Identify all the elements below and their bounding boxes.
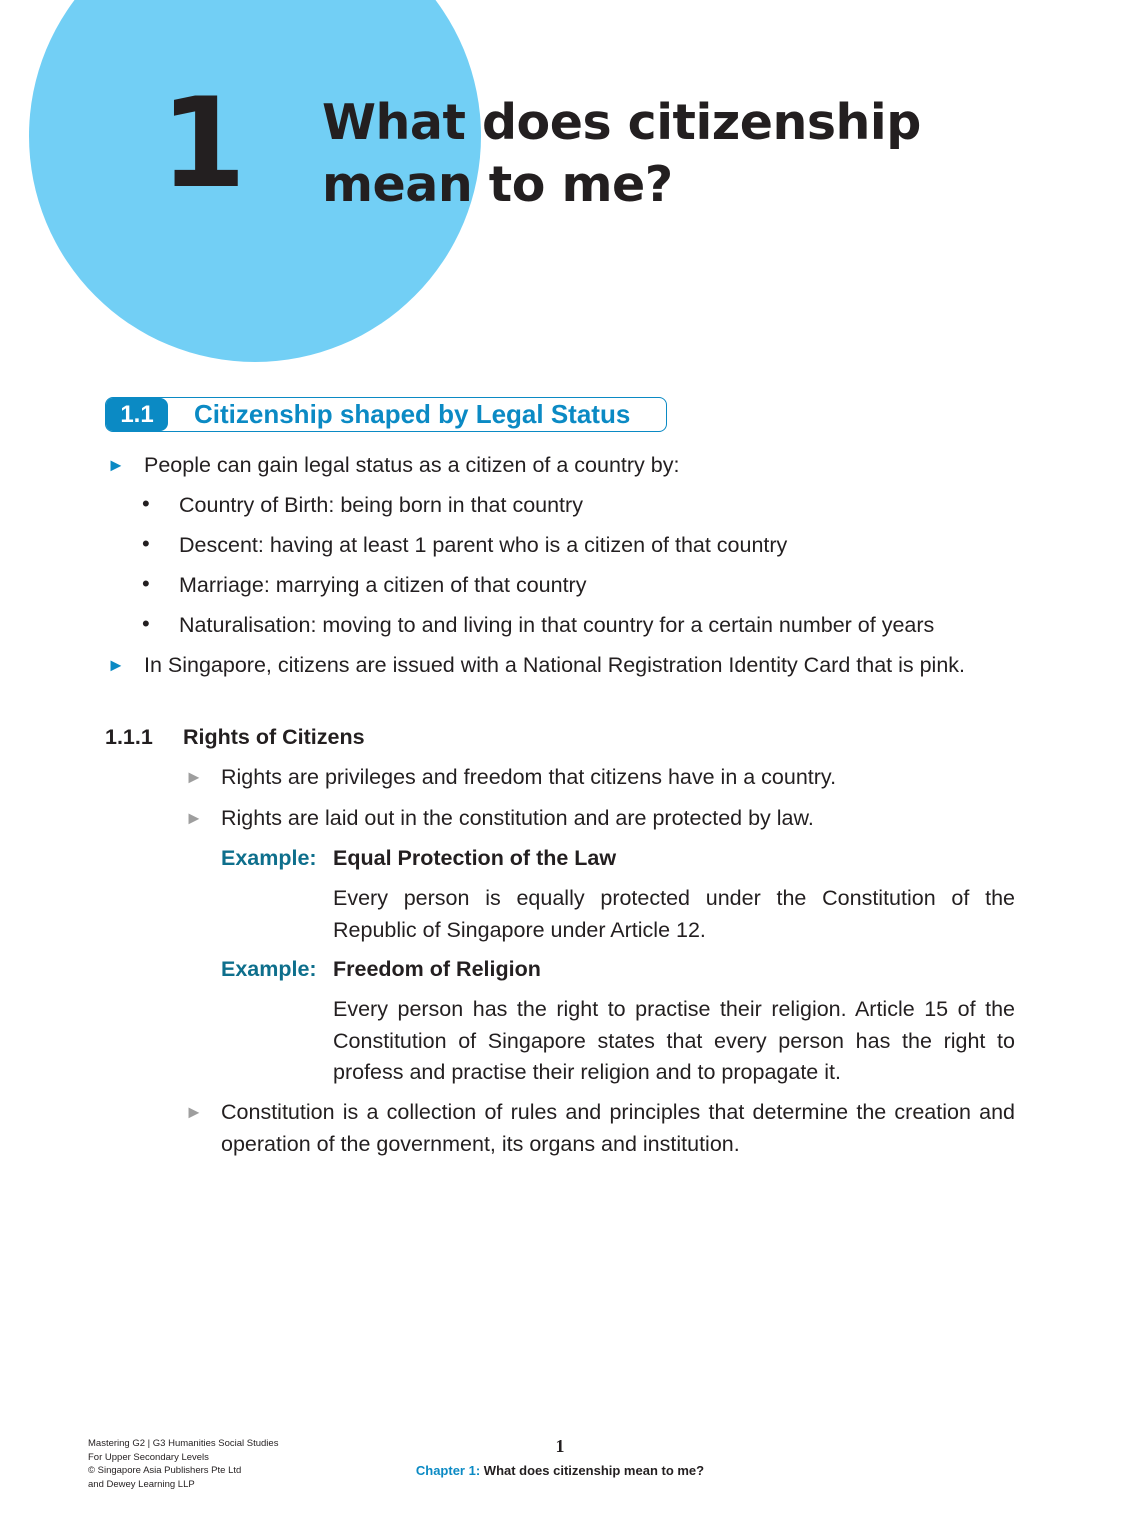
footer-chapter-label: Chapter 1: <box>415 1463 481 1478</box>
dot-bullet-icon: • <box>142 611 150 636</box>
dot-bullet-icon: • <box>142 531 150 556</box>
subsection-number: 1.1.1 <box>105 725 153 749</box>
book-level: For Upper Secondary Levels <box>88 1451 209 1463</box>
arrow-bullet-icon: ► <box>185 1102 203 1122</box>
arrow-bullet-icon: ► <box>107 655 125 675</box>
section-bullet: People can gain legal status as a citizen of a country by: <box>144 453 680 477</box>
example-text: Every person is equally protected under the Constitution of the Republic of Singapore under Article 12. <box>333 886 1015 942</box>
chapter-title-line-2: mean to me? <box>322 156 673 213</box>
page-number: 1 <box>555 1436 565 1456</box>
rights-point: Constitution is a collection of rules and principles that determine the creation and operation of the government, its organs and institution. <box>221 1100 1015 1156</box>
arrow-bullet-icon: ► <box>107 455 125 475</box>
subsection-title: Rights of Citizens <box>183 725 365 749</box>
footer-chapter <box>0 1463 1120 1478</box>
dot-bullet-icon: • <box>142 491 150 516</box>
book-title: Mastering G2 | G3 Humanities Social Studies <box>88 1438 279 1449</box>
arrow-bullet-icon: ► <box>185 808 203 828</box>
chapter-title-line-1: What does citizenship <box>322 94 921 151</box>
arrow-bullet-icon: ► <box>185 767 203 787</box>
copyright: © Singapore Asia Publishers Pte Ltd <box>88 1465 242 1476</box>
section-heading <box>105 397 667 432</box>
example-title: Equal Protection of the Law <box>333 846 617 870</box>
list-item: Marriage: marrying a citizen of that country <box>179 573 587 597</box>
chapter-number: 1 <box>160 72 247 216</box>
dot-bullet-icon: • <box>142 571 150 596</box>
list-item: Descent: having at least 1 parent who is a citizen of that country <box>179 533 788 557</box>
section-title: Citizenship shaped by Legal Status <box>194 399 631 429</box>
section-number: 1.1 <box>106 398 168 431</box>
subsection-heading <box>105 722 365 753</box>
example-label: Example: <box>221 846 317 870</box>
example-text: Every person has the right to practise their religion. Article 15 of the Constitution of Singapore states that every person has the right to profess and practise their religion and to propagate it. <box>333 997 1015 1084</box>
copyright-cont: and Dewey Learning LLP <box>88 1478 195 1490</box>
list-item: Country of Birth: being born in that country <box>179 493 583 517</box>
example-label: Example: <box>221 957 317 981</box>
list-item: Naturalisation: moving to and living in that country for a certain number of years <box>179 613 935 637</box>
rights-point: Rights are privileges and freedom that citizens have in a country. <box>221 765 837 789</box>
example-title: Freedom of Religion <box>333 957 541 981</box>
chapter-title <box>322 92 1022 216</box>
rights-point: Rights are laid out in the constitution and are protected by law. <box>221 806 814 830</box>
section-bullet: In Singapore, citizens are issued with a National Registration Identity Card that is pink. <box>144 653 966 677</box>
footer-chapter-title: What does citizenship mean to me? <box>483 1463 705 1478</box>
